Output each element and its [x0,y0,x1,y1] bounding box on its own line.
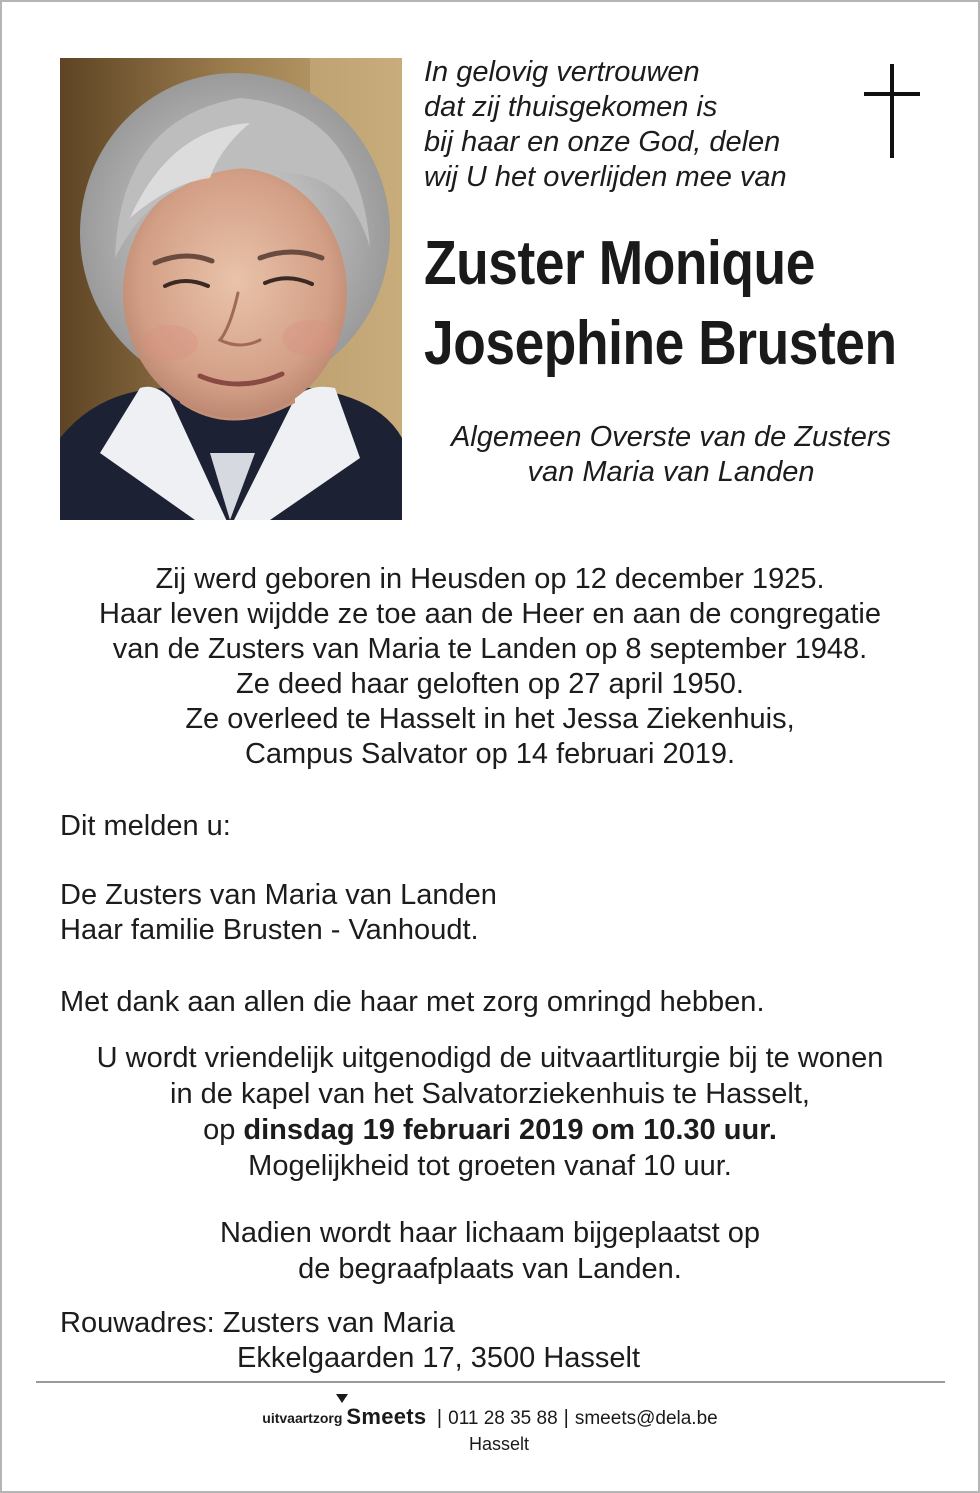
announcement-label-block [60,809,940,844]
invitation-date-time: dinsdag 19 februari 2019 om 10.30 uur. [243,1114,777,1146]
mourning-address-line-1: Rouwadres: Zusters van Maria [60,1307,455,1339]
bio-line: van de Zusters van Maria te Landen op 8 september 1948. [112,633,868,665]
family-line: Haar familie Brusten - Vanhoudt. [60,914,479,946]
footer-divider [36,1381,945,1383]
thanks-block [60,985,940,1020]
burial-info [40,1215,940,1287]
invitation-line-4: Mogelijkheid tot groeten vanaf 10 uur. [248,1150,732,1182]
intro-line: bij haar en onze God, delen [424,126,781,158]
role-line-1: Algemeen Overste van de Zusters [450,421,892,453]
footer-contact-line [0,1404,980,1430]
intro-line: wij U het overlijden mee van [424,161,787,193]
family-list [60,878,940,948]
funeral-invitation [40,1040,940,1184]
portrait-photo [60,58,402,520]
deceased-name [424,224,897,384]
biography [40,562,940,772]
name-line-1: Zuster Monique [424,229,815,298]
bio-line: Ze overleed te Hasselt in het Jessa Ziekenhuis, [185,703,795,735]
name-line-2: Josephine Brusten [424,309,897,378]
brand-triangle-icon [336,1394,348,1403]
announcement-label: Dit melden u: [60,810,231,842]
mourning-address-line-2: Ekkelgaarden 17, 3500 Hasselt [237,1342,641,1374]
invitation-line-3 [40,1112,940,1148]
invitation-date-prefix: op [203,1114,244,1146]
bio-line: Ze deed haar geloften op 27 april 1950. [236,668,744,700]
latin-cross-icon [862,64,922,158]
footer-city: Hasselt [468,1434,530,1454]
footer-brand: Smeets [346,1404,427,1429]
intro-line: In gelovig vertrouwen [424,56,700,88]
deceased-role [424,420,918,490]
bio-line: Haar leven wijdde ze toe aan de Heer en aan de congregatie [99,598,881,630]
funeral-home-footer [0,1394,980,1464]
invitation-line-2: in de kapel van het Salvatorziekenhuis te Hasselt, [170,1078,810,1110]
intro-text [424,55,844,195]
footer-phone: 011 28 35 88 [448,1408,558,1429]
footer-email: smeets@dela.be [574,1408,718,1429]
footer-separator: | [436,1407,443,1429]
bio-line: Campus Salvator op 14 februari 2019. [244,738,736,770]
footer-separator: | [563,1407,569,1429]
intro-line: dat zij thuisgekomen is [424,91,718,123]
invitation-line-1: U wordt vriendelijk uitgenodigd de uitvaartliturgie bij te wonen [96,1042,884,1074]
family-line: De Zusters van Maria van Landen [60,879,497,911]
burial-line: de begraafplaats van Landen. [298,1253,682,1285]
role-line-2: van Maria van Landen [527,456,815,488]
bio-line: Zij werd geboren in Heusden op 12 december 1925. [155,563,825,595]
footer-prefix: uitvaartzorg [262,1410,343,1426]
thanks-text: Met dank aan allen die haar met zorg omringd hebben. [60,986,765,1018]
burial-line: Nadien wordt haar lichaam bijgeplaatst op [219,1217,761,1249]
